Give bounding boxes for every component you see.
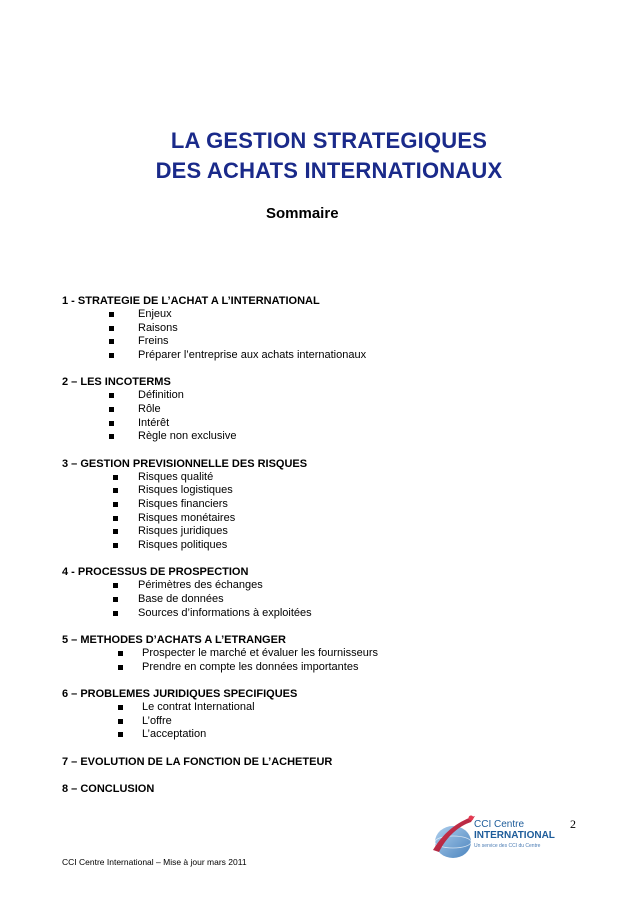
list-item: Risques politiques (62, 539, 542, 553)
square-bullet-icon (109, 434, 114, 439)
square-bullet-icon (113, 583, 118, 588)
section-title: 7 – EVOLUTION DE LA FONCTION DE L’ACHETEUR (62, 756, 333, 769)
square-bullet-icon (109, 353, 114, 358)
list-item: L’acceptation (62, 728, 542, 742)
list-item: Freins (62, 335, 542, 349)
list-item: Raisons (62, 322, 542, 336)
list-item: Risques juridiques (62, 525, 542, 539)
list-item: Règle non exclusive (62, 430, 542, 444)
toc-section-1 (62, 294, 542, 362)
logo-text-1: CCI Centre (474, 819, 525, 830)
toc-section-2 (62, 375, 542, 443)
section-title: 2 – LES INCOTERMS (62, 376, 171, 389)
page-number: 2 (570, 817, 576, 831)
list-item: Risques monétaires (62, 512, 542, 526)
toc-section-4 (62, 565, 542, 620)
square-bullet-icon (109, 339, 114, 344)
logo-text-3: Un service des CCI du Centre (474, 843, 541, 849)
toc-section-6 (62, 687, 542, 742)
list-item: Périmètres des échanges (62, 579, 542, 593)
square-bullet-icon (109, 393, 114, 398)
list-item: Préparer l’entreprise aux achats internationaux (62, 349, 542, 363)
square-bullet-icon (109, 407, 114, 412)
list-item: Risques logistiques (62, 484, 542, 498)
title-line-2: DES ACHATS INTERNATIONAUX (155, 158, 503, 183)
square-bullet-icon (109, 421, 114, 426)
list-item: Sources d’informations à exploitées (62, 607, 542, 621)
section-title: 5 – METHODES D’ACHATS A L’ETRANGER (62, 634, 286, 647)
footer-text: CCI Centre International – Mise à jour mars 2011 (62, 857, 247, 867)
toc-section-3 (62, 457, 542, 553)
section-title: 6 – PROBLEMES JURIDIQUES SPECIFIQUES (62, 688, 298, 701)
toc-section-5 (62, 633, 542, 674)
section-title: 1 - STRATEGIE DE L’ACHAT A L’INTERNATIONAL (62, 295, 320, 307)
table-of-contents (62, 294, 542, 809)
subtitle: Sommaire (266, 205, 339, 222)
square-bullet-icon (118, 651, 123, 656)
square-bullet-icon (118, 719, 123, 724)
list-item: Risques financiers (62, 498, 542, 512)
square-bullet-icon (113, 543, 118, 548)
section-title: 3 – GESTION PREVISIONNELLE DES RISQUES (62, 457, 308, 470)
square-bullet-icon (118, 705, 123, 710)
square-bullet-icon (109, 312, 114, 317)
section-title: 4 - PROCESSUS DE PROSPECTION (62, 566, 249, 579)
square-bullet-icon (113, 516, 118, 521)
toc-section-8 (62, 782, 542, 796)
list-item: Le contrat International (62, 701, 542, 715)
title-line-1: LA GESTION STRATEGIQUES (170, 128, 488, 153)
section-title: 8 – CONCLUSION (62, 783, 155, 796)
square-bullet-icon (109, 326, 114, 331)
toc-section-7 (62, 755, 542, 769)
list-item: Prospecter le marché et évaluer les fournisseurs (62, 647, 542, 661)
square-bullet-icon (113, 611, 118, 616)
list-item: Risques qualité (62, 471, 542, 485)
square-bullet-icon (113, 502, 118, 507)
list-item: Intérêt (62, 417, 542, 431)
square-bullet-icon (113, 475, 118, 480)
square-bullet-icon (113, 529, 118, 534)
logo-text-2: INTERNATIONAL (474, 830, 555, 841)
list-item: Définition (62, 389, 542, 403)
list-item: Prendre en compte les données importantes (62, 661, 542, 675)
square-bullet-icon (118, 665, 123, 670)
square-bullet-icon (118, 732, 123, 737)
list-item: Enjeux (62, 308, 542, 322)
square-bullet-icon (113, 488, 118, 493)
list-item: Rôle (62, 403, 542, 417)
list-item: Base de données (62, 593, 542, 607)
square-bullet-icon (113, 597, 118, 602)
list-item: L’offre (62, 715, 542, 729)
